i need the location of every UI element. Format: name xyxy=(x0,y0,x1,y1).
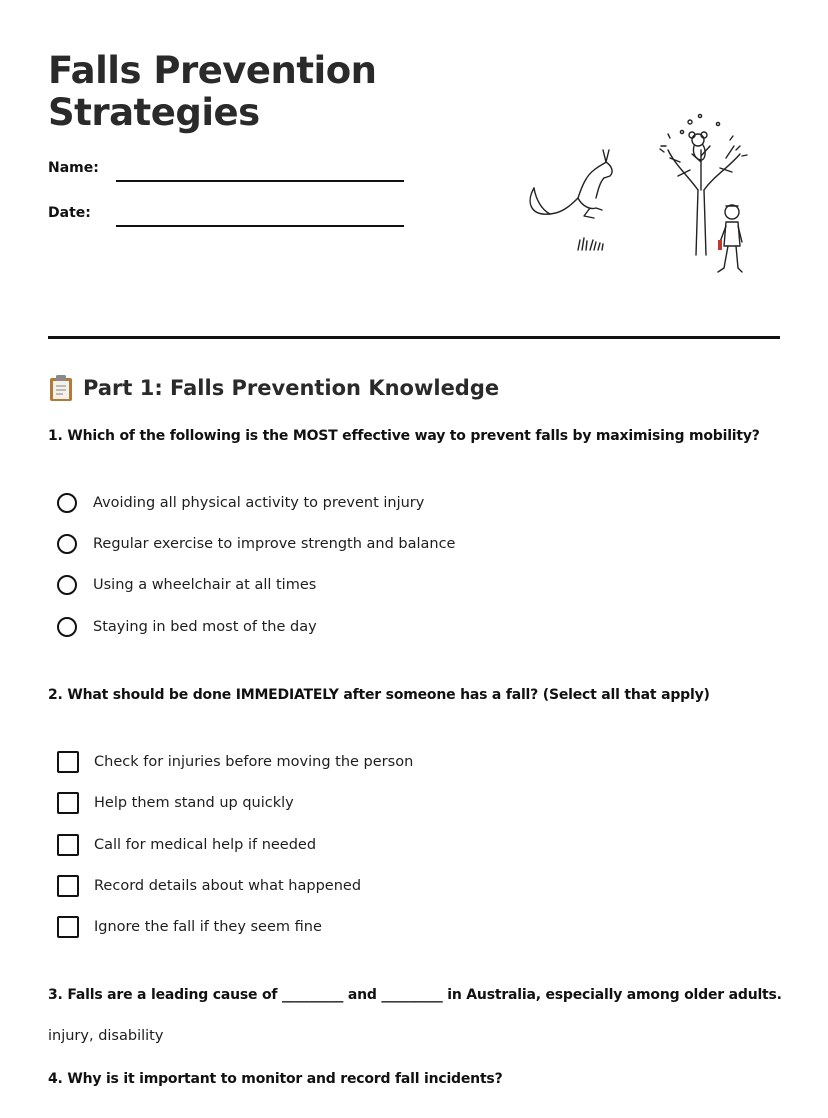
checkbox[interactable] xyxy=(57,875,79,897)
checkbox[interactable] xyxy=(57,834,79,856)
part1-heading-text: Part 1: Falls Prevention Knowledge xyxy=(83,376,500,400)
q2-option-2[interactable] xyxy=(57,791,294,815)
question-4: 4. Why is it important to monitor and record fall incidents? xyxy=(48,1071,503,1087)
name-field[interactable] xyxy=(48,160,408,188)
q1-option-1-label: Avoiding all physical activity to prevent injury xyxy=(93,495,425,511)
checkbox[interactable] xyxy=(57,792,79,814)
checkbox[interactable] xyxy=(57,916,79,938)
q2-option-3[interactable] xyxy=(57,833,316,857)
tree-icon xyxy=(660,114,747,255)
kangaroo-koala-illustration xyxy=(520,110,760,285)
water-bottle-icon xyxy=(718,240,722,250)
q2-option-5[interactable] xyxy=(57,915,322,939)
q1-option-1[interactable] xyxy=(57,491,424,515)
grass-icon xyxy=(578,238,603,250)
q1-option-2-label: Regular exercise to improve strength and balance xyxy=(93,536,456,552)
worksheet-title xyxy=(48,50,408,134)
name-line[interactable] xyxy=(116,180,404,182)
q2-option-4-label: Record details about what happened xyxy=(94,878,362,894)
q1-option-3-label: Using a wheelchair at all times xyxy=(93,577,317,593)
title-line-1: Falls Prevention xyxy=(48,49,377,92)
q1-option-4-label: Staying in bed most of the day xyxy=(93,619,317,635)
q2-option-4[interactable] xyxy=(57,874,361,898)
section-divider xyxy=(48,336,780,339)
q2-option-2-label: Help them stand up quickly xyxy=(94,795,294,811)
q2-option-5-label: Ignore the fall if they seem fine xyxy=(94,919,322,935)
name-label: Name: xyxy=(48,160,99,176)
q2-option-1-label: Check for injuries before moving the person xyxy=(94,754,414,770)
q2-option-1[interactable] xyxy=(57,750,413,774)
q3-answer: injury, disability xyxy=(48,1028,164,1044)
date-field[interactable] xyxy=(48,205,408,233)
question-3: 3. Falls are a leading cause of _________ and _________ in Australia, especially among older adults. xyxy=(48,987,782,1003)
q1-option-4[interactable] xyxy=(57,615,317,639)
q1-option-3[interactable] xyxy=(57,573,316,597)
clipboard-icon xyxy=(48,374,74,402)
date-label: Date: xyxy=(48,205,91,221)
kangaroo-icon xyxy=(530,150,612,218)
date-line[interactable] xyxy=(116,225,404,227)
radio-button[interactable] xyxy=(57,575,77,595)
part1-heading xyxy=(48,374,499,402)
q1-option-2[interactable] xyxy=(57,532,455,556)
q2-option-3-label: Call for medical help if needed xyxy=(94,837,317,853)
radio-button[interactable] xyxy=(57,617,77,637)
question-2: 2. What should be done IMMEDIATELY after someone has a fall? (Select all that apply) xyxy=(48,687,710,703)
person-icon xyxy=(718,205,742,272)
koala-icon xyxy=(689,132,707,160)
radio-button[interactable] xyxy=(57,493,77,513)
radio-button[interactable] xyxy=(57,534,77,554)
question-1: 1. Which of the following is the MOST effective way to prevent falls by maximising mobility? xyxy=(48,428,760,444)
checkbox[interactable] xyxy=(57,751,79,773)
title-line-2: Strategies xyxy=(48,91,260,134)
